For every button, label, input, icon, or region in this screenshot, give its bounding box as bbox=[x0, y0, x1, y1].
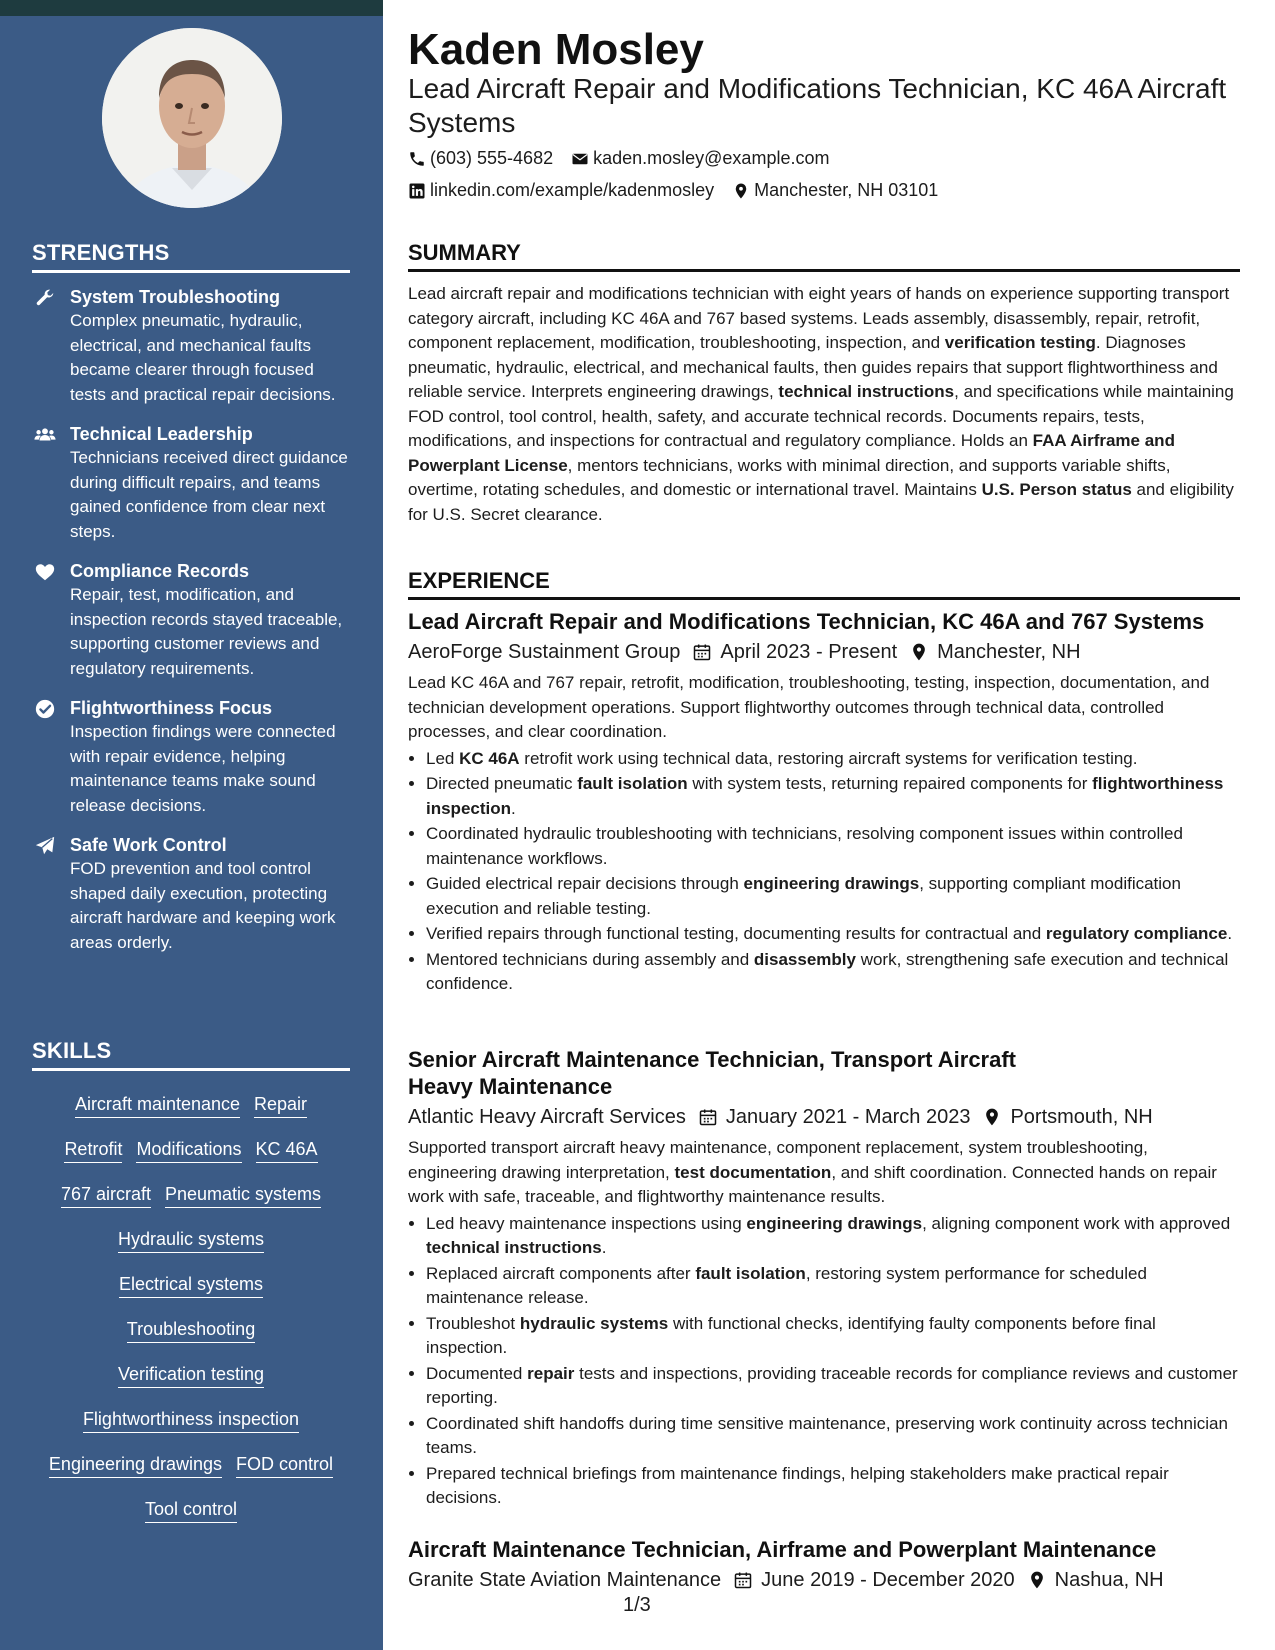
job-title: Senior Aircraft Maintenance Technician, Transport Aircraft Heavy Maintenance bbox=[408, 1047, 1016, 1099]
map-pin-icon bbox=[732, 182, 750, 200]
linkedin-text: linkedin.com/example/kadenmosley bbox=[430, 180, 715, 200]
job-meta bbox=[408, 1102, 1240, 1132]
job-bullet: • Coordinated shift handoffs during time sensitive maintenance, preserving work continuity across technician teams. bbox=[426, 1412, 1240, 1461]
paper-plane-icon bbox=[34, 835, 56, 857]
job-location bbox=[1027, 1565, 1164, 1595]
experience-heading: EXPERIENCE bbox=[408, 568, 1240, 600]
summary-bold: verification testing bbox=[944, 333, 1096, 352]
job-entry bbox=[408, 1536, 1240, 1595]
skill-tag: Repair bbox=[254, 1093, 307, 1118]
strength-title: Technical Leadership bbox=[70, 424, 253, 444]
job-entry bbox=[408, 608, 1240, 998]
email-text: kaden.mosley@example.com bbox=[593, 148, 830, 168]
strength-item bbox=[32, 285, 350, 407]
job-company: AeroForge Sustainment Group bbox=[408, 641, 681, 663]
location-contact bbox=[732, 180, 938, 201]
job-dates-text: April 2023 - Present bbox=[720, 641, 898, 663]
job-bullet: • Led heavy maintenance inspections using engineering drawings, aligning component work with approved technical instructions. bbox=[426, 1212, 1240, 1261]
summary-bold: technical instructions bbox=[778, 382, 955, 401]
job-dates bbox=[733, 1565, 1015, 1595]
candidate-name: Kaden Mosley bbox=[408, 25, 704, 74]
summary-bold: FAA Airframe and Powerplant License bbox=[408, 431, 1175, 475]
job-location bbox=[982, 1102, 1152, 1132]
skills-list bbox=[32, 1083, 350, 1533]
job-bullet: • Documented repair tests and inspections, providing traceable records for compliance reviews and customer reporting. bbox=[426, 1362, 1240, 1411]
job-company: Atlantic Heavy Aircraft Services bbox=[408, 1106, 686, 1128]
strength-description: Repair, test, modification, and inspection records stayed traceable, supporting customer reviews and regulatory requirements. bbox=[70, 585, 343, 678]
wrench-icon bbox=[34, 287, 56, 309]
job-location-text: Portsmouth, NH bbox=[1010, 1106, 1153, 1128]
summary-bold: U.S. Person status bbox=[981, 480, 1132, 499]
skill-tag: Retrofit bbox=[64, 1138, 122, 1163]
strength-title: System Troubleshooting bbox=[70, 287, 281, 307]
summary-part: , mentors technicians, works with minimal direction, and supports variable shifts, overtime, rotating schedules, and domestic or international travel. Maintains bbox=[408, 455, 1171, 499]
job-dates bbox=[692, 637, 897, 667]
skill-tag: Troubleshooting bbox=[127, 1318, 255, 1343]
map-pin-icon bbox=[1027, 1570, 1047, 1590]
strength-description: Complex pneumatic, hydraulic, electrical, and mechanical faults became clearer through focused tests and practical repair decisions. bbox=[70, 311, 336, 404]
summary-heading: SUMMARY bbox=[408, 240, 1240, 272]
job-location-text: Manchester, NH bbox=[937, 641, 1081, 663]
job-bullet: • Mentored technicians during assembly and disassembly work, strengthening safe execution and technical confidence. bbox=[426, 948, 1240, 997]
summary-part: , and specifications while maintaining FOD control, tool control, health, safety, and accurate technical records. Documents repairs, tests, modifications, and inspections for contractual and regulatory compliance. Holds an bbox=[408, 382, 1234, 450]
skills-heading: SKILLS bbox=[32, 1038, 350, 1071]
linkedin-icon bbox=[408, 182, 426, 200]
skill-tag: Pneumatic systems bbox=[165, 1183, 321, 1208]
summary-part: . Diagnoses pneumatic, hydraulic, electrical, and mechanical faults, then guides repairs that support flightworthiness and reliable service. Interprets engineering drawings, bbox=[408, 333, 1218, 401]
job-bullet: • Directed pneumatic fault isolation with system tests, returning repaired components for flightworthiness inspection. bbox=[426, 772, 1240, 821]
job-title: Aircraft Maintenance Technician, Airframe and Powerplant Maintenance bbox=[408, 1537, 1157, 1562]
heart-icon bbox=[34, 561, 56, 583]
strength-item bbox=[32, 833, 350, 955]
skill-tag: FOD control bbox=[236, 1453, 333, 1478]
job-dates bbox=[698, 1102, 971, 1132]
job-bullet: • Guided electrical repair decisions through engineering drawings, supporting compliant modification execution and reliable testing. bbox=[426, 872, 1240, 921]
skill-tag: Aircraft maintenance bbox=[75, 1093, 240, 1118]
location-text: Manchester, NH 03101 bbox=[754, 180, 939, 200]
candidate-title: Lead Aircraft Repair and Modifications Technician, KC 46A Aircraft Systems bbox=[408, 73, 1227, 138]
skill-tag: KC 46A bbox=[256, 1138, 318, 1163]
job-location-text: Nashua, NH bbox=[1054, 1569, 1164, 1591]
page-number: 1/3 bbox=[623, 1594, 651, 1616]
job-bullet: • Verified repairs through functional testing, documenting results for contractual and regulatory compliance. bbox=[426, 922, 1240, 947]
job-bullet: • Prepared technical briefings from maintenance findings, helping stakeholders make practical repair decisions. bbox=[426, 1462, 1240, 1511]
job-bullet: • Troubleshot hydraulic systems with functional checks, identifying faulty components before final inspection. bbox=[426, 1312, 1240, 1361]
job-description: Supported transport aircraft heavy maintenance, component replacement, system troubleshooting, engineering drawing interpretation, test documentation, and shift coordination. Connected hands on repair work with safe, traceable, and flightworthy maintenance results. bbox=[408, 1138, 1217, 1206]
check-circle-icon bbox=[34, 698, 56, 720]
strengths-list bbox=[32, 285, 350, 970]
job-bullet: • Coordinated hydraulic troubleshooting with technicians, resolving component issues within controlled maintenance workflows. bbox=[426, 822, 1240, 871]
calendar-icon bbox=[698, 1107, 718, 1127]
strength-title: Flightworthiness Focus bbox=[70, 698, 273, 718]
job-bullet: • Led KC 46A retrofit work using technical data, restoring aircraft systems for verification testing. bbox=[426, 747, 1240, 772]
email-contact[interactable] bbox=[571, 148, 829, 169]
skill-tag: Hydraulic systems bbox=[118, 1228, 264, 1253]
job-dates-text: June 2019 - December 2020 bbox=[761, 1569, 1015, 1591]
phone-contact[interactable] bbox=[408, 148, 553, 169]
profile-photo bbox=[102, 28, 282, 208]
job-bullets bbox=[408, 747, 1240, 997]
skill-tag: Verification testing bbox=[118, 1363, 264, 1388]
summary-part: Lead aircraft repair and modifications technician with eight years of hands on experience supporting transport category aircraft, including KC 46A and 767 based systems. Leads assembly, disassembly, repair, retrofit, component replacement, modification, troubleshooting, inspection, and bbox=[408, 284, 1230, 352]
phone-text: (603) 555-4682 bbox=[430, 148, 554, 168]
envelope-icon bbox=[571, 150, 589, 168]
map-pin-icon bbox=[909, 642, 929, 662]
strength-description: Inspection findings were connected with repair evidence, helping maintenance teams make sound release decisions. bbox=[70, 722, 336, 815]
job-description: Lead KC 46A and 767 repair, retrofit, modification, troubleshooting, testing, inspection, documentation, and technician development operations. Support flightworthy outcomes through technical data, controlled processes, and clear coordination. bbox=[408, 673, 1210, 741]
job-company: Granite State Aviation Maintenance bbox=[408, 1569, 722, 1591]
team-icon bbox=[34, 424, 56, 446]
strength-description: FOD prevention and tool control shaped daily execution, protecting aircraft hardware and keeping work areas orderly. bbox=[70, 859, 336, 952]
skill-tag: Engineering drawings bbox=[49, 1453, 222, 1478]
skill-tag: 767 aircraft bbox=[61, 1183, 151, 1208]
job-bullet: • Replaced aircraft components after fault isolation, restoring system performance for scheduled maintenance release. bbox=[426, 1262, 1240, 1311]
calendar-icon bbox=[692, 642, 712, 662]
job-meta bbox=[408, 637, 1240, 667]
strength-title: Compliance Records bbox=[70, 561, 250, 581]
summary-text bbox=[408, 282, 1240, 527]
strength-title: Safe Work Control bbox=[70, 835, 227, 855]
job-title: Lead Aircraft Repair and Modifications Technician, KC 46A and 767 Systems bbox=[408, 609, 1205, 634]
strengths-heading: STRENGTHS bbox=[32, 240, 350, 273]
job-bullets bbox=[408, 1212, 1240, 1511]
job-location bbox=[909, 637, 1080, 667]
sidebar bbox=[0, 0, 383, 1650]
skill-tag: Tool control bbox=[145, 1498, 237, 1523]
skill-tag: Flightworthiness inspection bbox=[83, 1408, 299, 1433]
job-meta bbox=[408, 1565, 1240, 1595]
profile-photo-illustration bbox=[102, 28, 282, 208]
linkedin-contact[interactable] bbox=[408, 180, 714, 201]
contact-row-2 bbox=[408, 180, 956, 201]
strength-item bbox=[32, 696, 350, 818]
skill-tag: Electrical systems bbox=[119, 1273, 263, 1298]
skill-tag: Modifications bbox=[136, 1138, 241, 1163]
job-entry bbox=[408, 1046, 1240, 1512]
calendar-icon bbox=[733, 1570, 753, 1590]
map-pin-icon bbox=[982, 1107, 1002, 1127]
summary-part: and eligibility for U.S. Secret clearance. bbox=[408, 480, 1234, 524]
contact-row-1 bbox=[408, 148, 847, 169]
job-dates-text: January 2021 - March 2023 bbox=[725, 1106, 971, 1128]
strength-description: Technicians received direct guidance during difficult repairs, and teams gained confidence from clear next steps. bbox=[70, 448, 348, 541]
strength-item bbox=[32, 422, 350, 544]
strength-item bbox=[32, 559, 350, 681]
sidebar-top-bar bbox=[0, 0, 383, 16]
phone-icon bbox=[408, 150, 426, 168]
